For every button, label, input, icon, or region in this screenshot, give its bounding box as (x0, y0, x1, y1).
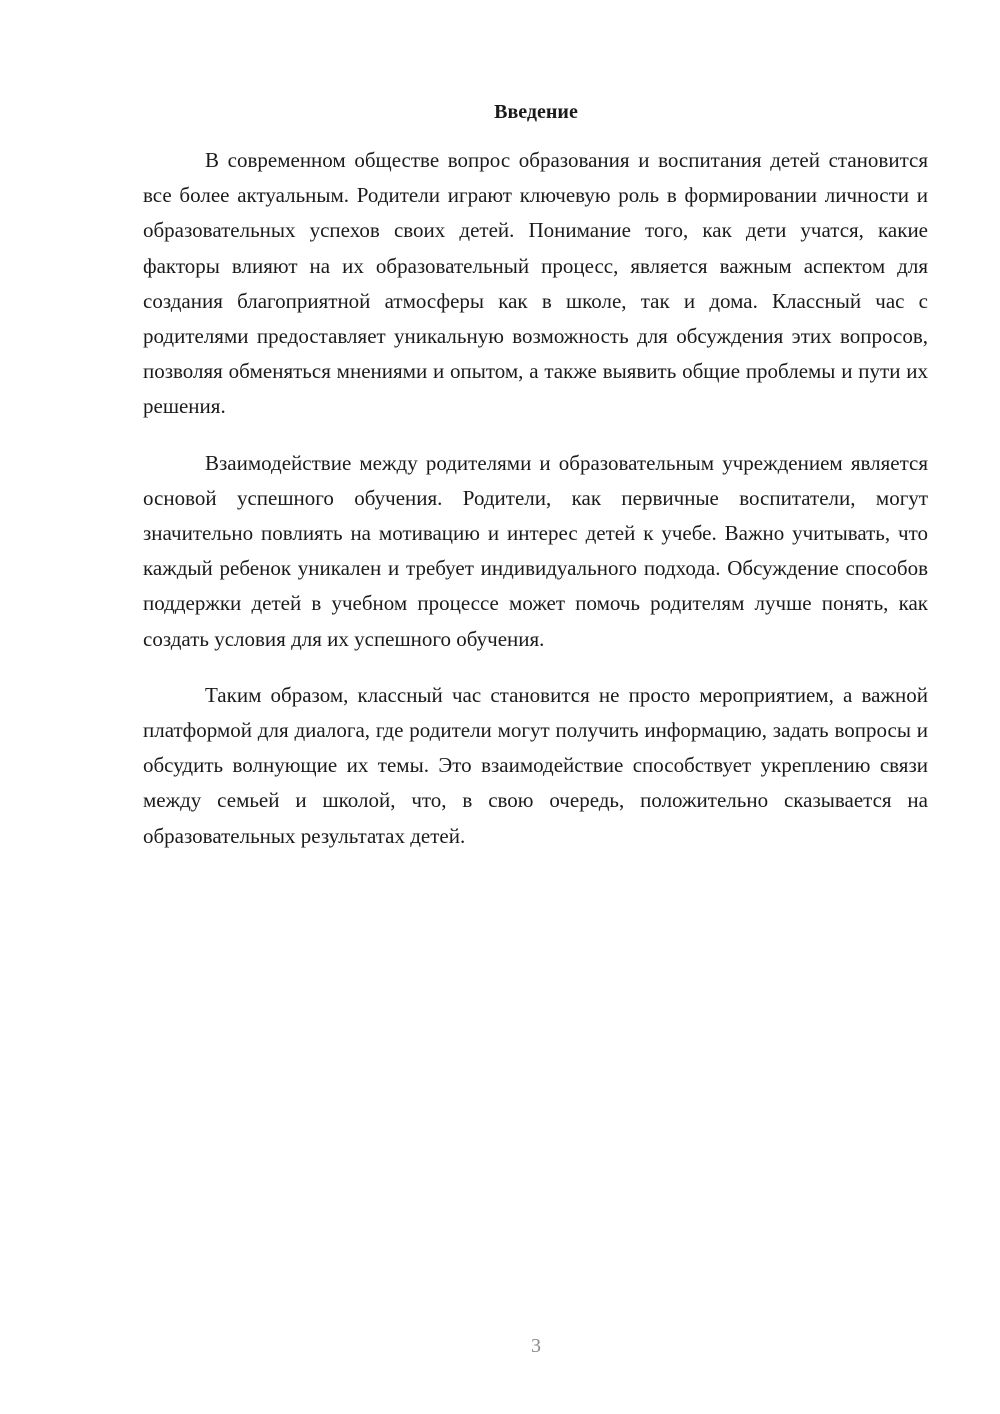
document-body (143, 143, 928, 854)
section-heading: Введение (494, 101, 578, 123)
paragraph: Таким образом, классный час становится не просто мероприятием, а важной платформой для диалога, где родители могут получить информацию, задать вопросы и обсудить волнующие их темы. Это взаимодействие способствует укреплению связи между семьей и школой, что, в свою очередь, положительно сказывается на образовательных результатах детей. (143, 682, 928, 848)
paragraph: Взаимодействие между родителями и образовательным учреждением является основой успешного обучения. Родители, как первичные воспитатели, могут значительно повлиять на мотивацию и интерес детей к учебе. Важно учитывать, что каждый ребенок уникален и требует индивидуального подхода. Обсуждение способов поддержки детей в учебном процессе может помочь родителям лучше понять, как создать условия для их успешного обучения. (143, 450, 928, 651)
page-number: 3 (531, 1335, 541, 1357)
paragraph: В современном обществе вопрос образования и воспитания детей становится все более актуальным. Родители играют ключевую роль в формировании личности и образовательных успехов своих детей. Понимание того, как дети учатся, какие факторы влияют на их образовательный процесс, является важным аспектом для создания благоприятной атмосферы как в школе, так и дома. Классный час с родителями предоставляет уникальную возможность для обсуждения этих вопросов, позволяя обменяться мнениями и опытом, а также выявить общие проблемы и пути их решения. (143, 148, 928, 419)
